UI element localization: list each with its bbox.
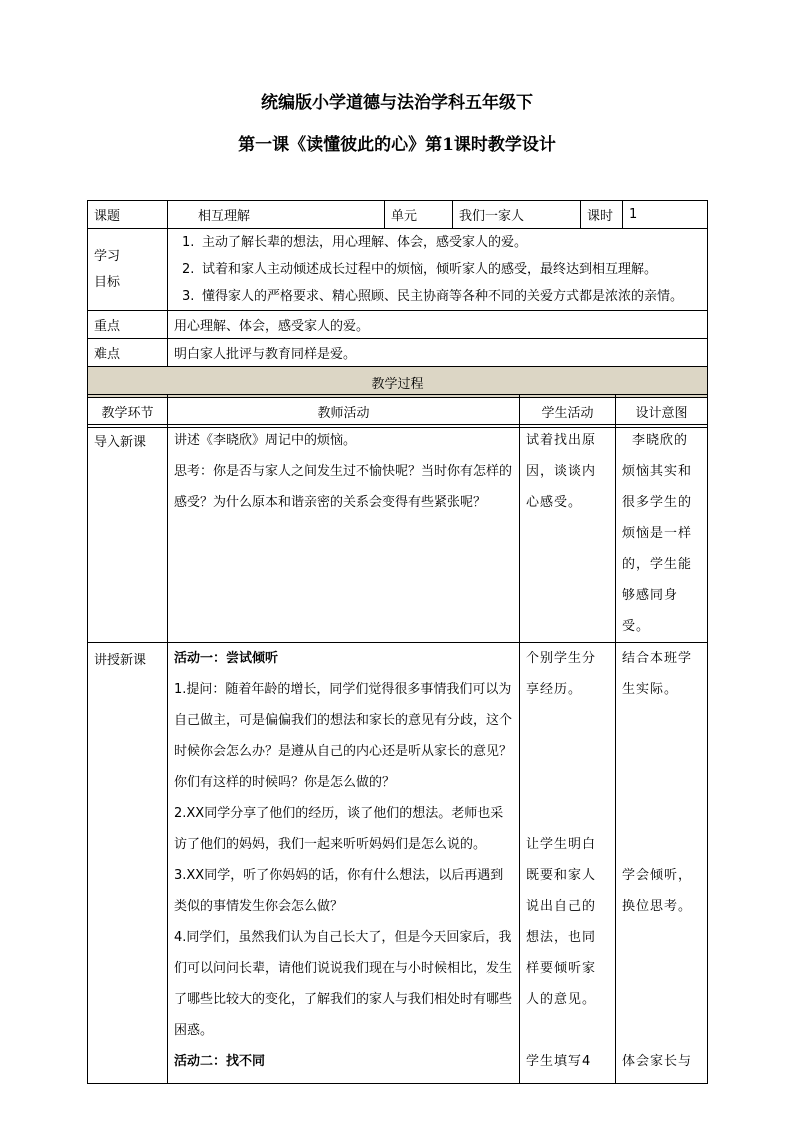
intro-student-activity: 试着找出原因，谈谈内心感受。 <box>520 425 616 643</box>
topic-value: 相互理解 <box>168 201 385 229</box>
key-point-value: 用心理解、体会，感受家人的爱。 <box>168 311 708 339</box>
column-header-intent: 设计意图 <box>616 395 708 428</box>
goal-item: 2. 试着和家人主动倾述成长过程中的烦恼，倾听家人的感受，最终达到相互理解。 <box>182 262 658 277</box>
teach-design-intent: 结合本班学生实际。 学会倾听，换位思考。 体会家长与 <box>616 643 708 1084</box>
goal-item: 1. 主动了解长辈的想法，用心理解、体会，感受家人的爱。 <box>182 235 528 250</box>
topic-label: 课题 <box>88 201 168 229</box>
intro-stage: 导入新课 <box>88 425 168 643</box>
goals-cell <box>168 229 708 311</box>
intro-teacher-activity: 讲述《李晓欣》周记中的烦恼。 思考：你是否与家人之间发生过不愉快呢？当时你有怎样的感受？为什么原本和谐亲密的关系会变得有些紧张呢？ <box>168 425 520 643</box>
column-header-teacher: 教师活动 <box>168 395 520 428</box>
teaching-process-heading: 教学过程 <box>88 367 708 398</box>
goals-label: 学习 目标 <box>88 229 168 311</box>
teach-teacher-activity: 活动一：尝试倾听 1.提问：随着年龄的增长，同学们觉得很多事情我们可以为自己做主，可是偏偏我们的想法和家长的意见有分歧，这个时候你会怎么办？是遵从自己的内心还是听从家长的意见？你们有这样的时候吗？你是怎么做的？ 2.XX同学分享了他们的经历，谈了他们的想法。老师也采访了他们的妈妈，我们一起来听听妈妈们是怎么说的。 3.XX同学，听了你妈妈的话，你有什么想法，以后再遇到类似的事情发生你会怎么做？ 4.同学们，虽然我们认为自己长大了，但是今天回家后，我们可以问问长辈，请他们说说我们现在与小时候相比，发生了哪些比较大的变化，了解我们的家人与我们相处时有哪些困惑。 活动二：找不同 <box>168 643 520 1084</box>
document-title: 统编版小学道德与法治学科五年级下 <box>261 93 533 113</box>
hours-value: 1 <box>623 201 708 229</box>
key-point-label: 重点 <box>88 311 168 339</box>
teaching-process-table <box>87 424 708 1084</box>
goal-item: 3. 懂得家人的严格要求、精心照顾、民主协商等各种不同的关爱方式都是浓浓的亲情。 <box>182 289 684 304</box>
unit-label: 单元 <box>385 201 453 229</box>
hours-label: 课时 <box>581 201 623 229</box>
intro-design-intent: 李晓欣的烦恼其实和很多学生的烦恼是一样的，学生能够感同身受。 <box>616 425 708 643</box>
process-column-headers <box>87 394 708 428</box>
difficulty-value: 明白家人批评与教育同样是爱。 <box>168 339 708 367</box>
document-subtitle: 第一课《读懂彼此的心》第1课时教学设计 <box>238 135 556 155</box>
teach-student-activity: 个别学生分享经历。 让学生明白既要和家人说出自己的想法，也同样要倾听家人的意见。 学生填写4 <box>520 643 616 1084</box>
teach-stage: 讲授新课 <box>88 643 168 1084</box>
column-header-stage: 教学环节 <box>88 395 168 428</box>
lesson-plan-table <box>87 200 708 398</box>
unit-value: 我们一家人 <box>453 201 581 229</box>
difficulty-label: 难点 <box>88 339 168 367</box>
column-header-student: 学生活动 <box>520 395 616 428</box>
